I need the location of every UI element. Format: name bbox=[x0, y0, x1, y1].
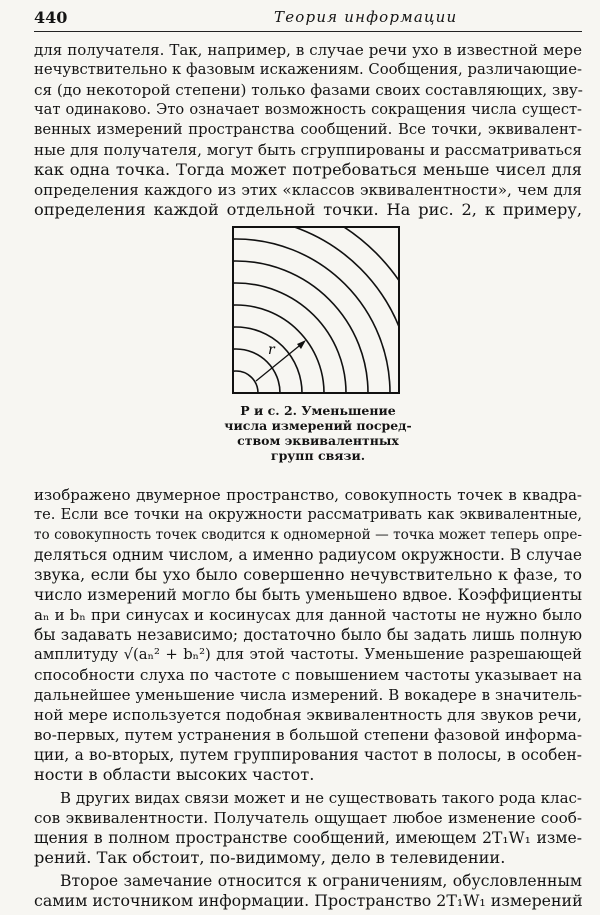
equivalence-circle bbox=[232, 283, 346, 401]
text-line: самим источником информации. Пространство 2T₁W₁ измерений bbox=[34, 891, 583, 910]
text-line: aₙ и bₙ при синусах и косинусах для данной частоты не нужно было bbox=[34, 606, 582, 624]
text-line: ности в области высоких частот. bbox=[34, 765, 315, 784]
text-line: венных измерений пространства сообщений. Все точки, эквивалент- bbox=[34, 121, 582, 138]
figure-caption bbox=[222, 403, 414, 463]
caption-line: групп связи. bbox=[270, 448, 366, 463]
running-title: Теория информации bbox=[274, 8, 458, 26]
text-line: звука, если бы ухо было совершенно нечувствительно к фазе, то bbox=[34, 565, 582, 584]
text-line: ные для получателя, могут быть сгруппированы и рассматриваться bbox=[34, 141, 582, 159]
text-line: В других видах связи может и не существовать такого рода клас- bbox=[60, 789, 582, 807]
radius-label: r bbox=[268, 342, 275, 358]
text-line: нечувствительно к фазовым искажениям. Сообщения, различающие- bbox=[34, 61, 582, 78]
page-number: 440 bbox=[34, 8, 68, 27]
text-line: определения каждого из этих «классов эквивалентности», чем для bbox=[34, 181, 582, 199]
text-line: во-первых, путем устранения в большой степени фазовой информа- bbox=[34, 726, 582, 744]
text-line: число измерений могло бы быть уменьшено вдвое. Коэффициенты bbox=[34, 586, 582, 604]
equivalence-circle bbox=[232, 327, 302, 401]
text-line: как одна точка. Тогда может потребоваться меньше чисел для bbox=[34, 160, 582, 179]
text-line: деляться одним числом, а именно радиусом окружности. В случае bbox=[34, 546, 582, 564]
text-line: для получателя. Так, например, в случае речи ухо в известной мере bbox=[34, 41, 582, 59]
caption-line: Р и с. 2. Уменьшение bbox=[240, 403, 396, 418]
text-line: сов эквивалентности. Получатель ощущает любое изменение сооб- bbox=[34, 809, 582, 827]
radius-arrow bbox=[256, 342, 304, 381]
text-line: ся (до некоторой степени) только фазами своих составляющих, зву- bbox=[34, 81, 583, 99]
caption-line: числа измерений посред- bbox=[224, 418, 412, 433]
figure-diagram bbox=[232, 226, 402, 401]
equivalence-circle bbox=[232, 305, 324, 401]
text-line: дальнейшее уменьшение числа измерений. В вокадере в значитель- bbox=[34, 686, 582, 704]
text-line: бы задавать независимо; достаточно было бы задать лишь полную bbox=[34, 626, 582, 644]
text-line: щения в полном пространстве сообщений, имеющем 2T₁W₁ изме- bbox=[34, 829, 582, 847]
text-line: то совокупность точек сводится к одномерной — точка может теперь опре- bbox=[34, 527, 582, 543]
text-line: определения каждой отдельной точки. На рис. 2, к примеру, bbox=[34, 200, 582, 219]
text-line: способности слуха по частоте с повышением частоты указывает на bbox=[34, 666, 582, 684]
text-line: изображено двумерное пространство, совокупность точек в квадра- bbox=[34, 486, 582, 504]
text-line: ции, а во-вторых, путем группирования частот в полосы, в особен- bbox=[34, 746, 582, 764]
text-line: те. Если все точки на окружности рассматривать как эквивалентные, bbox=[34, 506, 582, 523]
text-line: амплитуду √(aₙ² + bₙ²) для этой частоты. Уменьшение разрешающей bbox=[34, 646, 582, 663]
page-header bbox=[34, 5, 582, 32]
text-line: чат одинаково. Это означает возможность сокращения числа сущест- bbox=[34, 101, 582, 118]
text-line: ной мере используется подобная эквивалентность для звуков речи, bbox=[34, 706, 582, 724]
equivalence-circle bbox=[232, 226, 402, 401]
text-line: Второе замечание относится к ограничениям, обусловленным bbox=[60, 872, 582, 890]
text-line: рений. Так обстоит, по-видимому, дело в телевидении. bbox=[34, 848, 506, 867]
figure-equivalence-circles bbox=[232, 226, 402, 401]
equivalence-circle bbox=[232, 226, 402, 401]
caption-line: ством эквивалентных bbox=[237, 433, 399, 448]
radius-arrowhead bbox=[297, 340, 306, 349]
equivalence-circle bbox=[232, 371, 258, 401]
